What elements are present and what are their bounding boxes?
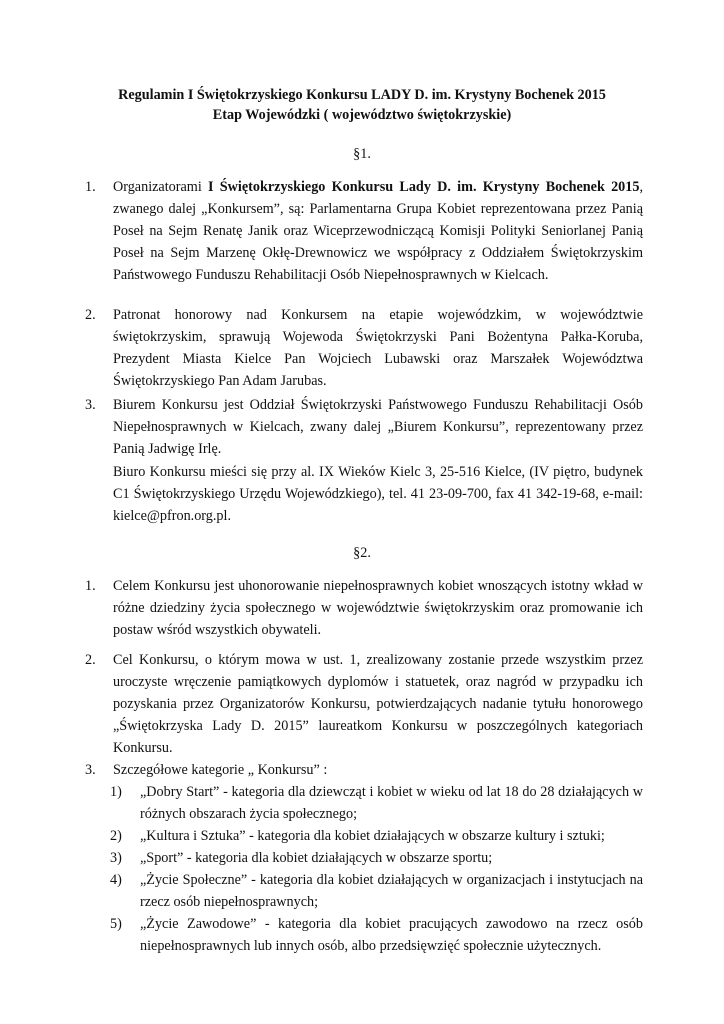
s1-item-3-number: 3.: [85, 397, 96, 413]
category-number: 2): [110, 828, 122, 844]
document-subtitle: Etap Wojewódzki ( województwo świętokrzyskie): [212, 107, 512, 123]
s1-item-1-text: Organizatorami I Świętokrzyskiego Konkursu Lady D. im. Krystyny Bochenek 2015, zwanego dalej „Konkursem”, są: Parlamentarna Grupa Kobiet reprezentowana przez Panią Poseł na Sejm Renatę Janik oraz Wiceprzewodniczącą Komisji Polityki Seniorlanej Panią Poseł na Sejm Marzenę Okłę-Drewnowicz we współpracy z Oddziałem Świętokrzyskim Państwowego Funduszu Rehabilitacji Osób Niepełnosprawnych w Kielcach.: [113, 179, 643, 283]
s1-item-3-text: Biurem Konkursu jest Oddział Świętokrzyski Państwowego Funduszu Rehabilitacji Osób Niepełnosprawnych w Kielcach, zwany dalej „Biurem Konkursu”, reprezentowany przez Panią Jadwigę Irlę.: [113, 397, 643, 457]
s1-item-2-number: 2.: [85, 307, 96, 323]
s2-item-1-text: Celem Konkursu jest uhonorowanie niepełnosprawnych kobiet wnoszących istotny wkład w różne dziedziny życia społecznego w województwie świętokrzyskim oraz promowanie ich postaw wśród wszystkich obywateli.: [113, 578, 643, 638]
contest-name-bold: I Świętokrzyskiego Konkursu Lady D. im. Krystyny Bochenek 2015: [208, 179, 640, 195]
s1-item-1: [85, 176, 643, 286]
s2-item-3-number: 3.: [85, 762, 96, 778]
category-item: [110, 847, 643, 869]
category-number: 5): [110, 916, 122, 932]
category-text: „Życie Społeczne” - kategoria dla kobiet działających w organizacjach i instytucjach na rzecz osób niepełnosprawnych;: [140, 872, 643, 910]
category-text: „Dobry Start” - kategoria dla dziewcząt i kobiet w wieku od lat 18 do 28 działających w różnych obszarach życia społecznego;: [140, 784, 643, 822]
s2-item-2-text: Cel Konkursu, o którym mowa w ust. 1, zrealizowany zostanie przede wszystkim przez uroczyste wręczenie pamiątkowych dyplomów i statuetek, oraz nagród w przypadku ich pozyskania przez Organizatorów Konkursu, potwierdzających nadanie tytułu honorowego „Świętokrzyska Lady D. 2015” laureatkom Konkursu w poszczególnych kategoriach Konkursu.: [113, 652, 643, 756]
s2-item-1-number: 1.: [85, 578, 96, 594]
s1-item-3: [85, 394, 643, 460]
s2-item-3-text: Szczegółowe kategorie „ Konkursu” :: [113, 762, 328, 778]
s1-item-2: [85, 304, 643, 392]
s1-item-2-text: Patronat honorowy nad Konkursem na etapie wojewódzkim, w województwie świętokrzyskim, sprawują Wojewoda Świętokrzyski Pani Bożentyna Pałka-Koruba, Prezydent Miasta Kielce Pan Wojciech Lubawski oraz Marszałek Województwa Świętokrzyskiego Pan Adam Jarubas.: [113, 307, 643, 389]
category-number: 1): [110, 784, 122, 800]
category-number: 4): [110, 872, 122, 888]
s2-item-1: [85, 575, 643, 641]
category-text: „Sport” - kategoria dla kobiet działających w obszarze sportu;: [140, 850, 493, 866]
category-item: [110, 869, 643, 913]
category-item: [110, 825, 643, 847]
category-text: „Życie Zawodowe” - kategoria dla kobiet pracujących zawodowo na rzecz osób niepełnosprawnych lub innych osób, albo przedsięwzięć społecznie użytecznych.: [140, 916, 643, 954]
category-number: 3): [110, 850, 122, 866]
category-item: [110, 781, 643, 825]
s2-item-2: [85, 649, 643, 759]
document-title: Regulamin I Świętokrzyskiego Konkursu LADY D. im. Krystyny Bochenek 2015: [118, 87, 606, 103]
s1-item-1-number: 1.: [85, 179, 96, 195]
section-2-heading: §2.: [353, 545, 371, 561]
section-1-heading: §1.: [353, 146, 371, 162]
s2-item-2-number: 2.: [85, 652, 96, 668]
office-address-paragraph: Biuro Konkursu mieści się przy al. IX Wieków Kielc 3, 25-516 Kielce, (IV piętro, budynek C1 Świętokrzyskiego Urzędu Wojewódzkiego), tel. 41 23-09-700, fax 41 342-19-68, e-mail: kielce@pfron.org.pl.: [113, 464, 643, 524]
s2-item-3: [85, 759, 643, 781]
category-text: „Kultura i Sztuka” - kategoria dla kobiet działających w obszarze kultury i sztuki;: [140, 828, 605, 844]
category-item: [110, 913, 643, 957]
